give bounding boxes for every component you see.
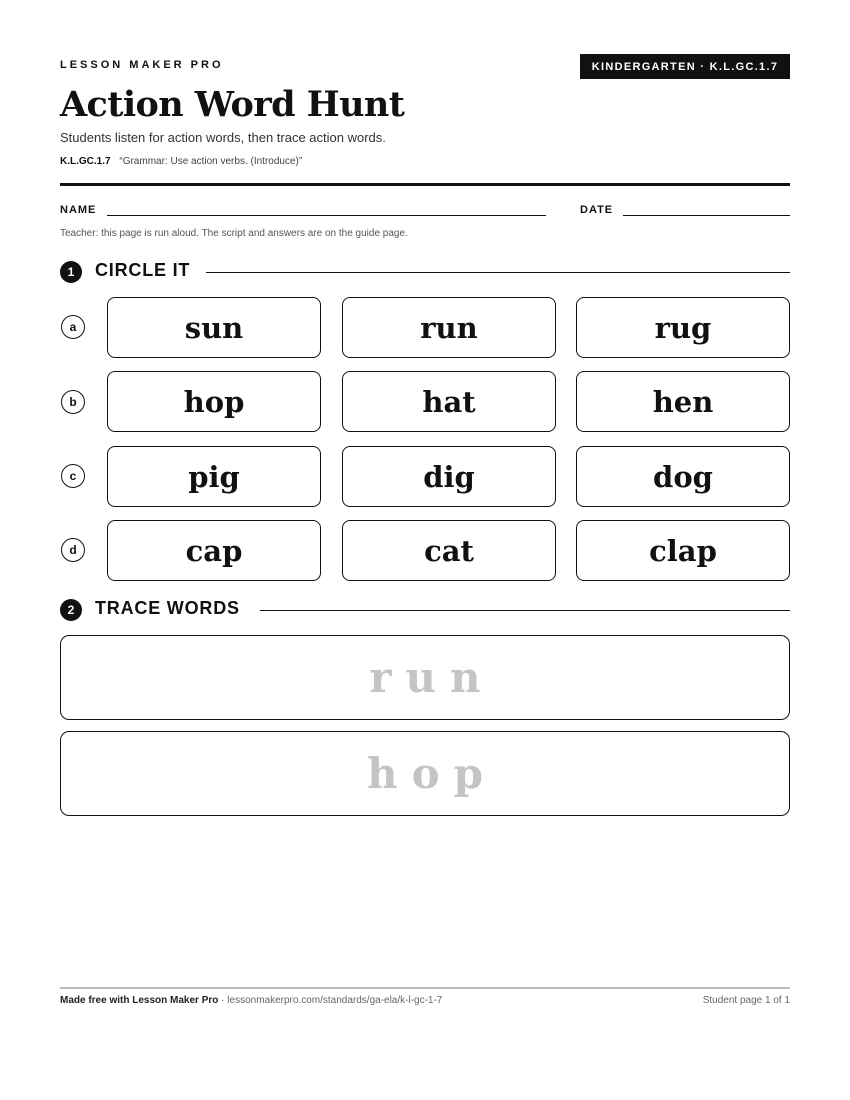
word-card[interactable]: hat <box>342 371 556 432</box>
word-card[interactable]: pig <box>107 446 321 507</box>
footer-credit <box>60 995 442 1006</box>
trace-box[interactable] <box>60 731 790 816</box>
header-divider <box>60 183 790 186</box>
word-card[interactable]: cat <box>342 520 556 581</box>
name-field[interactable] <box>107 215 546 216</box>
page-title: Action Word Hunt <box>60 84 405 125</box>
footer-made-with: Made free with Lesson Maker Pro <box>60 995 219 1006</box>
date-label: DATE <box>580 204 614 216</box>
word-card[interactable]: dog <box>576 446 790 507</box>
grade-badge: KINDERGARTEN · K.L.GC.1.7 <box>580 54 790 79</box>
date-field[interactable] <box>623 215 790 216</box>
footer-url[interactable]: lessonmakerpro.com/standards/ga-ela/k-l-gc-1-7 <box>227 995 443 1006</box>
name-label: NAME <box>60 204 97 216</box>
word-card[interactable]: sun <box>107 297 321 358</box>
standard-text: “Grammar: Use action verbs. (Introduce)” <box>119 156 303 167</box>
word-card[interactable]: cap <box>107 520 321 581</box>
section-number-badge: 1 <box>60 261 82 283</box>
trace-word: run <box>369 653 495 702</box>
word-card[interactable]: hop <box>107 371 321 432</box>
brand-name: LESSON MAKER PRO <box>60 59 224 71</box>
row-letter-c: c <box>61 464 85 488</box>
standard-line <box>60 156 302 167</box>
section-circle-it <box>60 259 790 283</box>
section-title: TRACE WORDS <box>95 598 240 618</box>
row-letter-d: d <box>61 538 85 562</box>
word-card[interactable]: clap <box>576 520 790 581</box>
footer-separator: · <box>218 995 228 1006</box>
page-subtitle: Students listen for action words, then trace action words. <box>60 130 386 145</box>
word-card[interactable]: run <box>342 297 556 358</box>
trace-word: hop <box>367 749 497 798</box>
row-letter-a: a <box>61 315 85 339</box>
footer-page-number: Student page 1 of 1 <box>702 995 790 1006</box>
word-card[interactable]: hen <box>576 371 790 432</box>
trace-box[interactable] <box>60 635 790 720</box>
section-number-badge: 2 <box>60 599 82 621</box>
teacher-note: Teacher: this page is run aloud. The script and answers are on the guide page. <box>60 228 408 239</box>
row-letter-b: b <box>61 390 85 414</box>
section-trace-words <box>60 597 790 621</box>
standard-code: K.L.GC.1.7 <box>60 156 111 167</box>
word-card[interactable]: dig <box>342 446 556 507</box>
section-rule <box>260 610 790 611</box>
footer-divider <box>60 987 790 989</box>
section-title: CIRCLE IT <box>95 260 191 280</box>
word-card[interactable]: rug <box>576 297 790 358</box>
section-rule <box>206 272 790 273</box>
